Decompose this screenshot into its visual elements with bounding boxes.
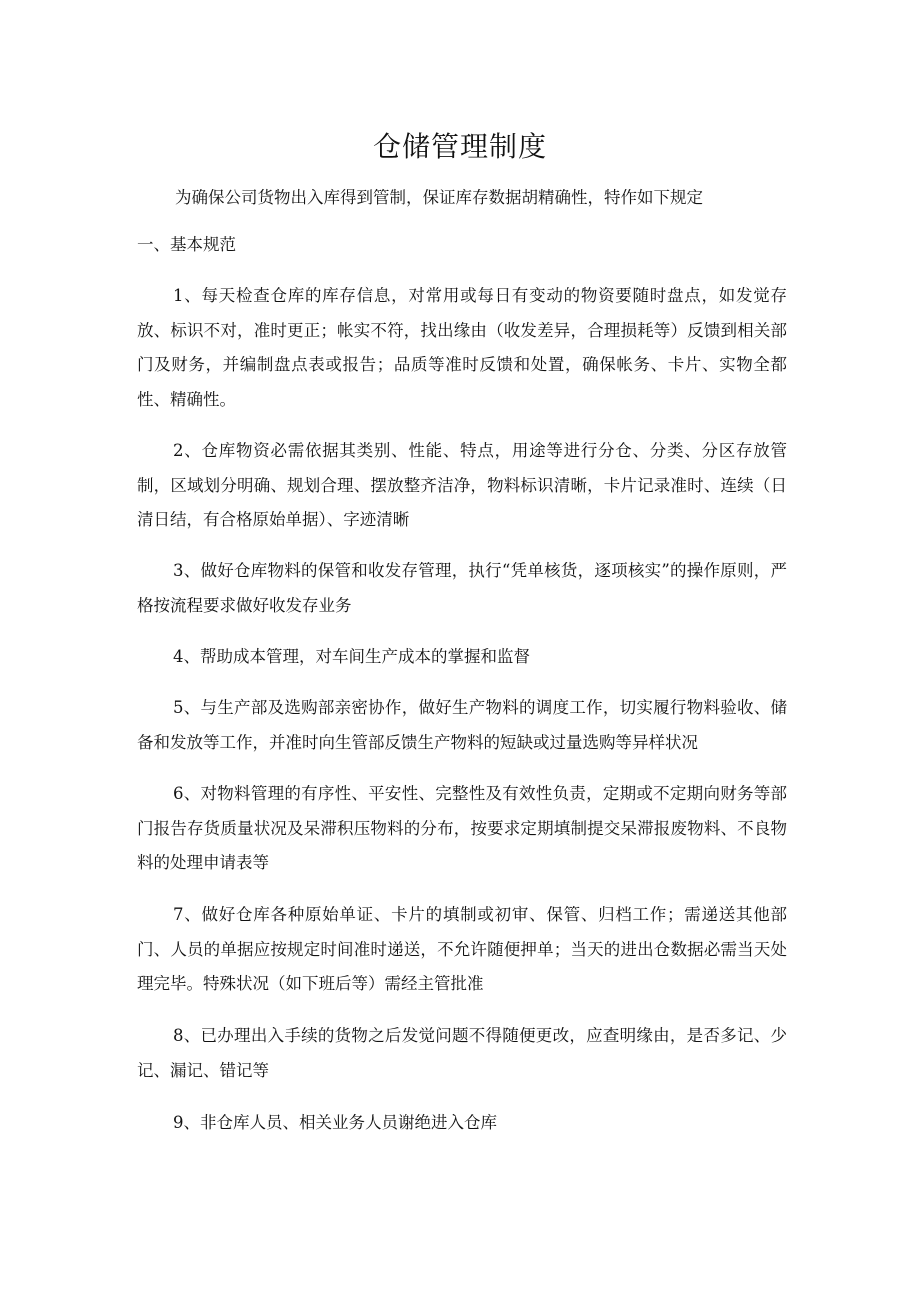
rule-item-8: 8、已办理出入手续的货物之后发觉问题不得随便更改，应查明缘由，是否多记、少记、漏记、错记等 bbox=[137, 1026, 787, 1080]
rule-item-6: 6、对物料管理的有序性、平安性、完整性及有效性负责，定期或不定期向财务等部门报告存货质量状况及呆滞积压物料的分布，按要求定期填制提交呆滞报废物料、不良物料的处理申请表等 bbox=[137, 784, 787, 872]
rule-item-9: 9、非仓库人员、相关业务人员谢绝进入仓库 bbox=[173, 1113, 497, 1132]
rule-item-2: 2、仓库物资必需依据其类别、性能、特点，用途等进行分仓、分类、分区存放管制，区域划分明确、规划合理、摆放整齐洁净，物料标识清晰，卡片记录准时、连续（日清日结，有合格原始单据）、字迹清晰 bbox=[137, 441, 787, 529]
rule-item-7: 7、做好仓库各种原始单证、卡片的填制或初审、保管、归档工作；需递送其他部门、人员的单据应按规定时间准时递送，不允许随便押单；当天的进出仓数据必需当天处理完毕。特殊状况（如下班后等）需经主管批准 bbox=[137, 905, 787, 993]
rule-item-5: 5、与生产部及选购部亲密协作，做好生产物料的调度工作，切实履行物料验收、储备和发放等工作，并准时向生管部反馈生产物料的短缺或过量选购等异样状况 bbox=[137, 698, 787, 752]
rule-item-1: 1、每天检查仓库的库存信息，对常用或每日有变动的物资要随时盘点，如发觉存放、标识不对，准时更正；帐实不符，找出缘由（收发差异，合理损耗等）反馈到相关部门及财务，并编制盘点表或报告；品质等准时反馈和处置，确保帐务、卡片、实物全都性、精确性。 bbox=[137, 286, 787, 409]
intro-paragraph: 为确保公司货物出入库得到管制，保证库存数据胡精确性，特作如下规定 bbox=[175, 188, 703, 207]
document-title: 仓储管理制度 bbox=[372, 130, 547, 163]
section-heading-basic-rules: 一、基本规范 bbox=[137, 235, 236, 254]
rule-item-4: 4、帮助成本管理，对车间生产成本的掌握和监督 bbox=[173, 647, 530, 666]
rule-item-3: 3、做好仓库物料的保管和收发存管理，执行“凭单核货，逐项核实”的操作原则，严格按流程要求做好收发存业务 bbox=[137, 561, 787, 615]
